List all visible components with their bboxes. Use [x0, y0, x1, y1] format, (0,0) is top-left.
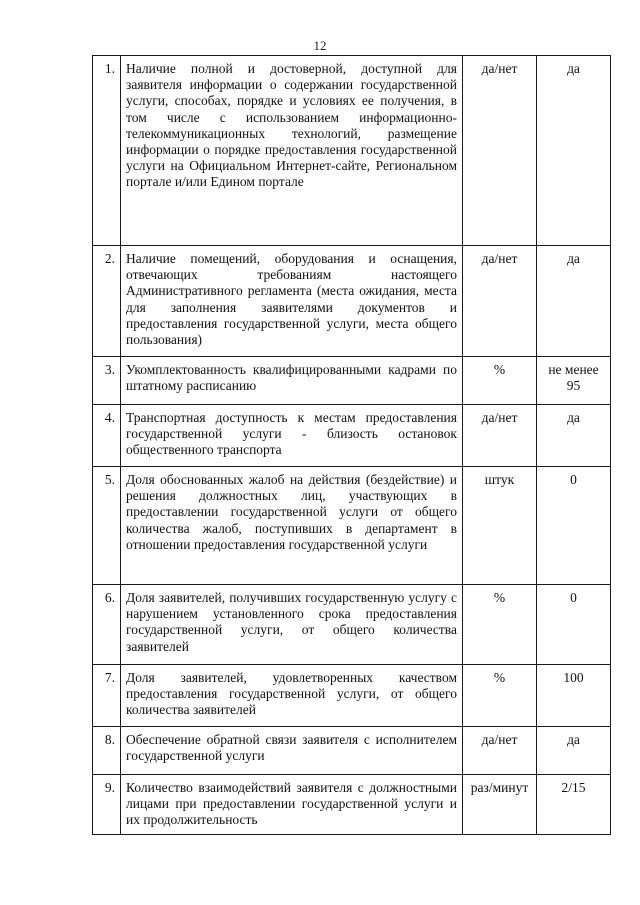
table-row [93, 775, 611, 835]
page-number: 12 [313, 38, 327, 53]
unit-cell: да/нет [463, 405, 537, 467]
indicator-text: Укомплектованность квалифицированными кадрами по штатному расписанию [121, 357, 463, 405]
value-cell: 0 [537, 467, 611, 585]
indicator-text: Доля заявителей, удовлетворенных качеством предоставления государственной услуги, от общего количества заявителей [121, 665, 463, 727]
value-cell: 2/15 [537, 775, 611, 835]
unit-cell: раз/минут [463, 775, 537, 835]
indicator-text: Доля заявителей, получивших государственную услугу с нарушением установленного срока предоставления государственной услуги, от общего количества заявителей [121, 585, 463, 665]
value-cell: не менее 95 [537, 357, 611, 405]
value-cell: да [537, 56, 611, 246]
indicators-table [92, 55, 611, 835]
unit-cell: штук [463, 467, 537, 585]
value-cell: да [537, 246, 611, 357]
row-number: 4. [93, 405, 121, 467]
table-row [93, 405, 611, 467]
row-number: 1. [93, 56, 121, 246]
value-cell: 100 [537, 665, 611, 727]
unit-cell: % [463, 665, 537, 727]
indicator-text: Количество взаимодействий заявителя с должностными лицами при предоставлении государственной услуги и их продолжительность [121, 775, 463, 835]
table-row [93, 727, 611, 775]
row-number: 5. [93, 467, 121, 585]
indicator-text: Обеспечение обратной связи заявителя с исполнителем государственной услуги [121, 727, 463, 775]
row-number: 9. [93, 775, 121, 835]
indicator-text: Транспортная доступность к местам предоставления государственной услуги - близость остановок общественного транспорта [121, 405, 463, 467]
table-row [93, 585, 611, 665]
row-number: 8. [93, 727, 121, 775]
unit-cell: да/нет [463, 56, 537, 246]
indicator-text: Наличие полной и достоверной, доступной для заявителя информации о содержании государственной услуги, способах, порядке и условиях ее получения, в том числе с использованием информационно-телекоммуникационных технологий, размещение информации о порядке предоставления государственной услуги на Официальном Интернет-сайте, Региональном портале и/или Едином портале [121, 56, 463, 246]
row-number: 2. [93, 246, 121, 357]
indicator-text: Наличие помещений, оборудования и оснащения, отвечающих требованиям настоящего Административного регламента (места ожидания, места для заполнения заявителями документов и предоставления государственной услуги, места общего пользования) [121, 246, 463, 357]
table-row [93, 246, 611, 357]
row-number: 6. [93, 585, 121, 665]
unit-cell: % [463, 357, 537, 405]
unit-cell: % [463, 585, 537, 665]
table-row [93, 467, 611, 585]
row-number: 3. [93, 357, 121, 405]
unit-cell: да/нет [463, 246, 537, 357]
table-body [93, 56, 611, 835]
row-number: 7. [93, 665, 121, 727]
unit-cell: да/нет [463, 727, 537, 775]
table-row [93, 56, 611, 246]
value-cell: 0 [537, 585, 611, 665]
indicator-text: Доля обоснованных жалоб на действия (бездействие) и решения должностных лиц, участвующих в предоставлении государственной услуги от общего количества жалоб, поступивших в департамент в отношении предоставления государственной услуги [121, 467, 463, 585]
table-row [93, 665, 611, 727]
table-row [93, 357, 611, 405]
value-cell: да [537, 405, 611, 467]
value-cell: да [537, 727, 611, 775]
